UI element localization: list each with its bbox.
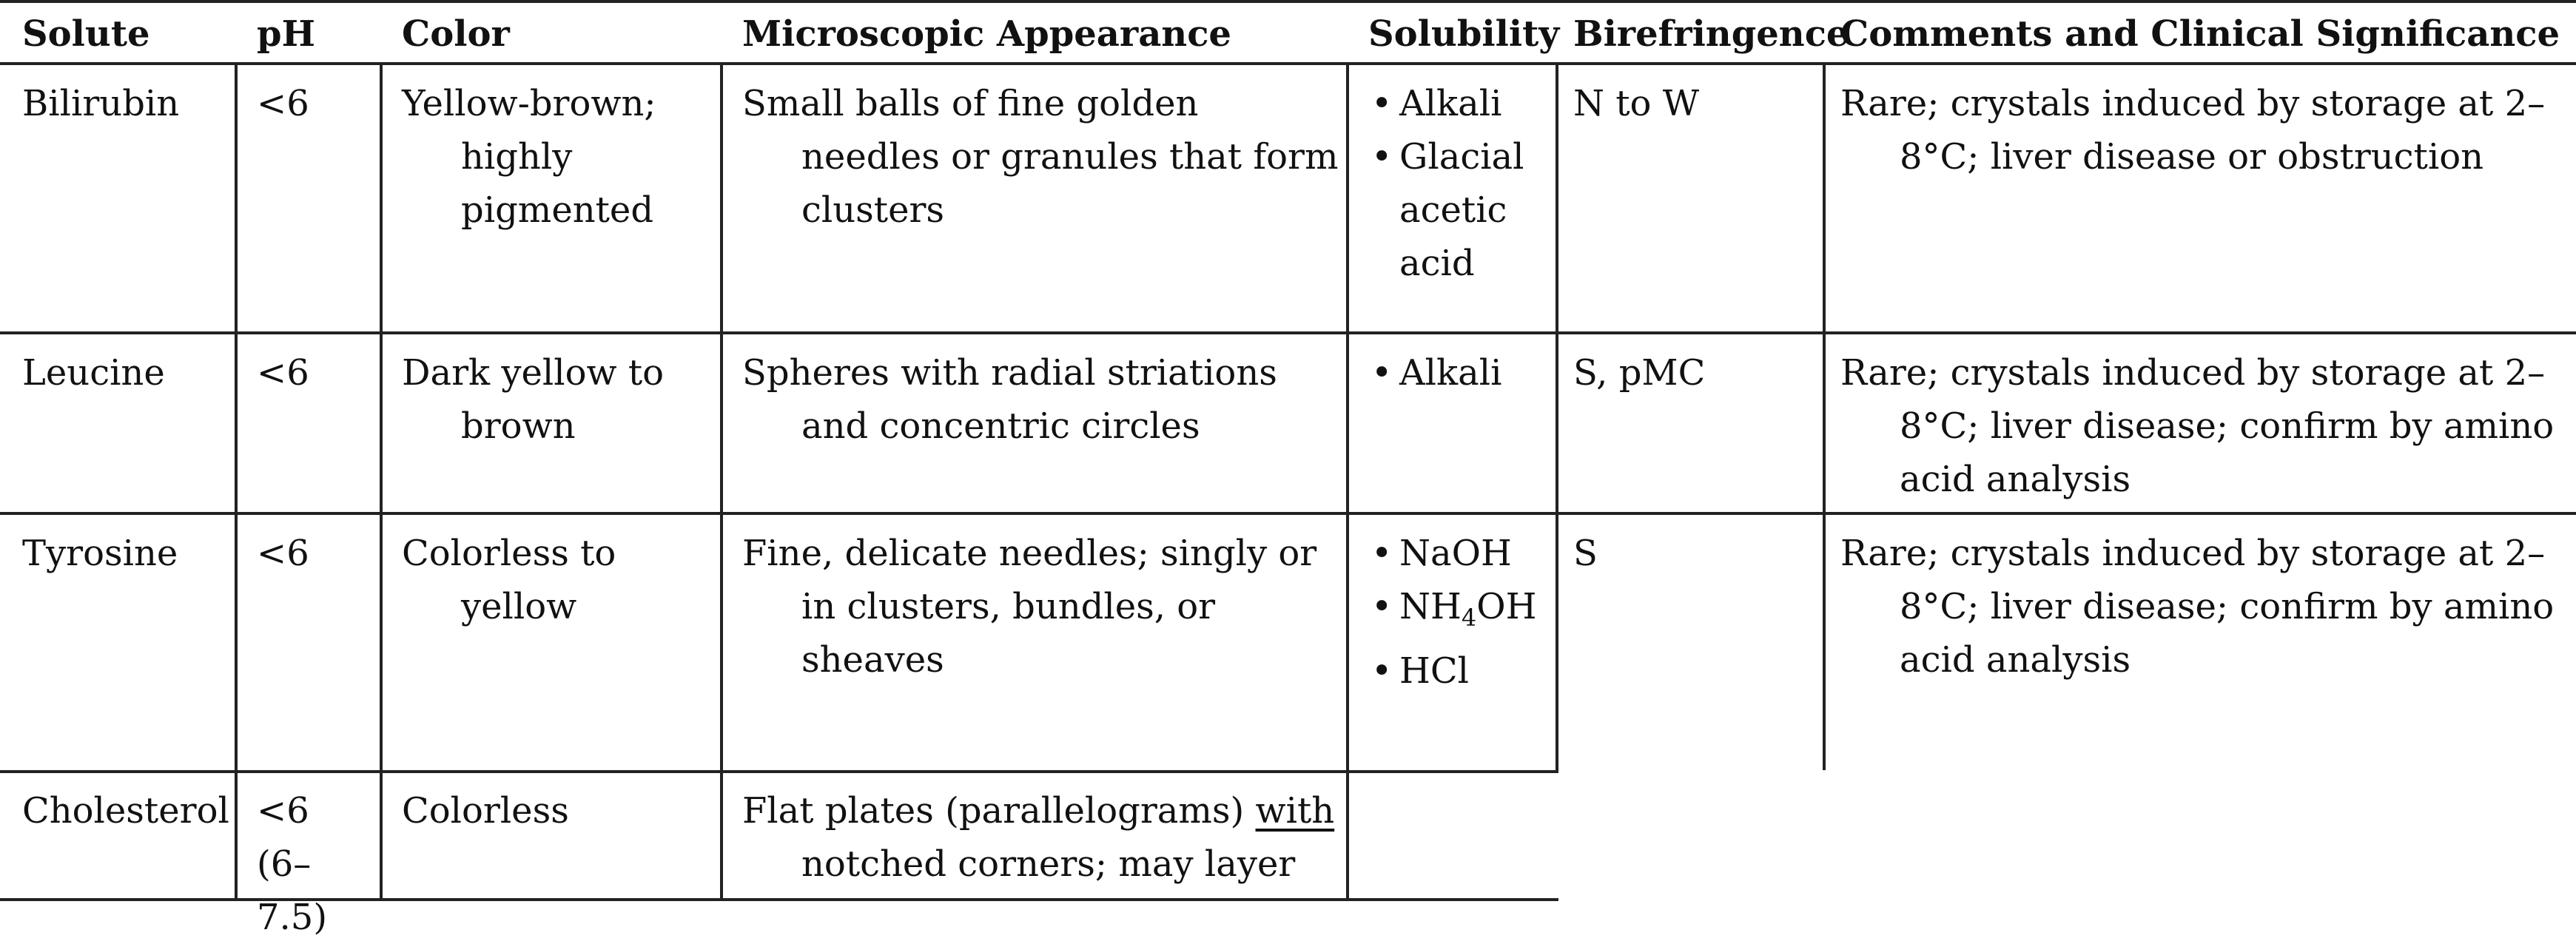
cell-comments: Rare; crystals induced by storage at 2–8°C; liver disease; confirm by amino acid analysis [1840,352,2555,500]
solubility-item-nh4oh [1349,580,1550,644]
cell-solute: Bilirubin [22,83,180,124]
cell-color: Dark yellow to brown [402,352,665,447]
solubility-item: • Glacial acetic acid [1349,130,1550,290]
column-divider-5 [1556,62,1558,770]
appearance-part: notched corners; may layer [801,843,1296,885]
cell-ph: <6 [257,533,309,574]
cell-solubility [1346,527,1556,698]
nh4oh-tail: OH [1476,586,1537,627]
cell-color: Colorless [402,790,569,832]
cell-ph: <6 [257,352,309,394]
solubility-item: • HCl [1349,644,1550,698]
cell-appearance: Small balls of fine golden needles or granules that form clusters [742,83,1339,231]
cell-color: Yellow-brown; highly pigmented [402,83,656,231]
header-solute: Solute [22,13,150,55]
header-color: Color [402,13,510,55]
cell-solubility [1346,346,1556,399]
table-top-border [0,0,2576,3]
nh4oh-subscript: 4 [1461,604,1477,632]
row-divider-1 [0,331,2576,334]
cell-color: Colorless to yellow [402,533,616,627]
header-microscopic-appearance: Microscopic Appearance [742,13,1231,55]
nh4oh-base: NH [1399,586,1462,627]
column-divider-1 [235,62,238,901]
header-ph: pH [257,13,315,55]
appearance-underlined: with [1255,790,1335,832]
header-solubility: Solubility [1368,13,1560,55]
cell-solute: Tyrosine [22,533,178,574]
row-divider-3 [0,770,1558,773]
cell-birefringence: S [1573,533,1598,574]
header-divider [0,62,2576,65]
appearance-part: Flat plates (parallelograms) [742,790,1245,832]
cell-comments: Rare; crystals induced by storage at 2–8°C; liver disease or obstruction [1840,83,2546,178]
cell-solute: Leucine [22,352,165,394]
cell-birefringence: N to W [1573,83,1700,124]
cell-comments: Rare; crystals induced by storage at 2–8°C; liver disease; confirm by amino acid analysis [1840,533,2555,681]
table-bottom-border [0,898,1558,901]
cell-appearance: Fine, delicate needles; singly or in clusters, bundles, or sheaves [742,533,1317,681]
solubility-item: • Alkali [1349,346,1550,399]
solubility-item: • Alkali [1349,77,1550,130]
row-divider-2 [0,512,2576,515]
cell-appearance [720,784,1346,891]
solubility-item: • NaOH [1349,527,1550,580]
cell-solubility [1346,77,1556,290]
cell-ph: <6 (6–7.5) [257,790,328,938]
cell-appearance: Spheres with radial striations and concentric circles [742,352,1277,447]
header-comments: Comments and Clinical Significance [1840,13,2560,55]
cell-solute: Cholesterol [22,790,229,832]
header-birefringence: Birefringence [1573,13,1849,55]
cell-ph: <6 [257,83,309,124]
cell-birefringence: S, pMC [1573,352,1706,394]
